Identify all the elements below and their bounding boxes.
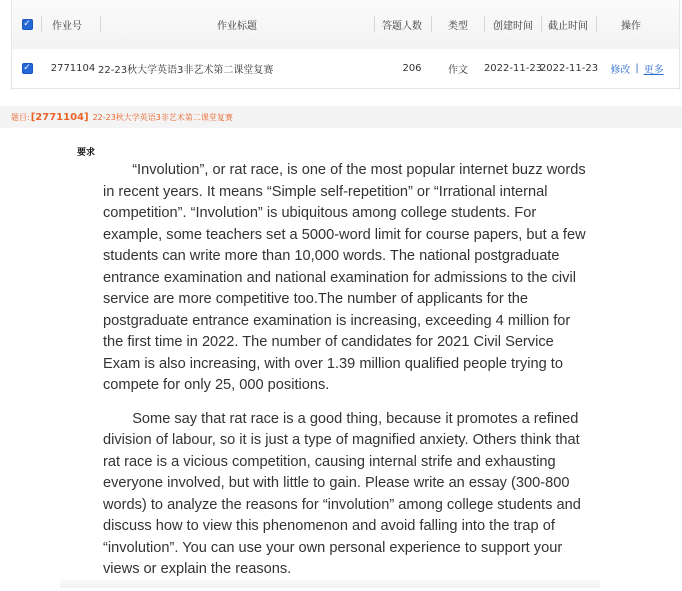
checkbox-checked-icon: ✓: [23, 19, 31, 29]
select-all-checkbox[interactable]: [22, 19, 33, 30]
header-divider: [41, 16, 42, 32]
row-select-cell[interactable]: [20, 49, 34, 88]
requirements-paragraph-1: “Involution”, or rat race, is one of the most popular internet buzz words in recent years. It means “Simple self-repetition” or “Irrational internal competition”. “Involution” is ubiquitous among college students. For example, some teachers set a 5000-word limit for course papers, but a few students can write more than 10,000 words. The national postgraduate entrance examination and national examination for admissions to the civil service are more competitive too.The number of applicants for the postgraduate entrance examination is increasing, exceeding 4 million for the first time in 2022. The number of candidates for 2021 Civil Service Exam is also increasing, with over 1.39 million qualified people trying to compete for only 25, 000 positions.: [103, 162, 586, 393]
row-title-link[interactable]: 22-23秋大学英语3非艺术第二课堂复赛: [98, 65, 274, 76]
title-homework-id: [2771104]: [30, 111, 89, 123]
row-created: 2022-11-23: [483, 63, 543, 74]
header-created: 创建时间: [493, 21, 533, 32]
homework-table: [11, 0, 680, 90]
header-answer-count: 答题人数: [382, 21, 422, 32]
homework-title-bar: [0, 106, 682, 128]
requirements-body: [103, 160, 587, 581]
edit-link[interactable]: 修改: [610, 65, 631, 76]
row-type: 作文: [448, 65, 468, 76]
action-separator: |: [635, 63, 639, 74]
row-actions: [604, 49, 670, 88]
header-title: 作业标题: [217, 21, 257, 32]
row-homework-id: 2771104: [50, 63, 96, 74]
row-deadline: 2022-11-23: [539, 63, 599, 74]
header-divider: [596, 16, 597, 32]
checkbox-checked-icon: ✓: [23, 63, 31, 73]
header-divider: [100, 16, 101, 32]
bottom-divider: [60, 580, 600, 588]
header-actions: 操作: [621, 21, 641, 32]
select-all-cell[interactable]: [20, 0, 34, 49]
row-checkbox[interactable]: [22, 63, 33, 74]
table-header: [12, 0, 679, 50]
table-row: [12, 49, 679, 89]
header-deadline: 截止时间: [548, 21, 588, 32]
header-homework-id: 作业号: [52, 21, 82, 32]
title-homework-name: 22-23秋大学英语3非艺术第二课堂复赛: [92, 112, 233, 122]
row-answer-count-link[interactable]: 206: [402, 63, 422, 74]
title-prefix: 题目:: [11, 112, 30, 122]
more-link[interactable]: 更多: [643, 65, 664, 76]
requirements-paragraph-2: Some say that rat race is a good thing, because it promotes a refined division of labour, so it is just a type of magnified anxiety. Others think that rat race is a vicious competition, causing internal strife and exhausting everyone involved, but with little to gain. Please write an essay (300-800 words) to analyze the reasons for “involution” among college students and discuss how to view this phenomenon and avoid falling into the trap of “involution”. You can use your own personal experience to support your views or explain the reasons.: [103, 410, 581, 577]
requirements-label: 要求: [77, 148, 96, 158]
header-type: 类型: [448, 21, 468, 32]
